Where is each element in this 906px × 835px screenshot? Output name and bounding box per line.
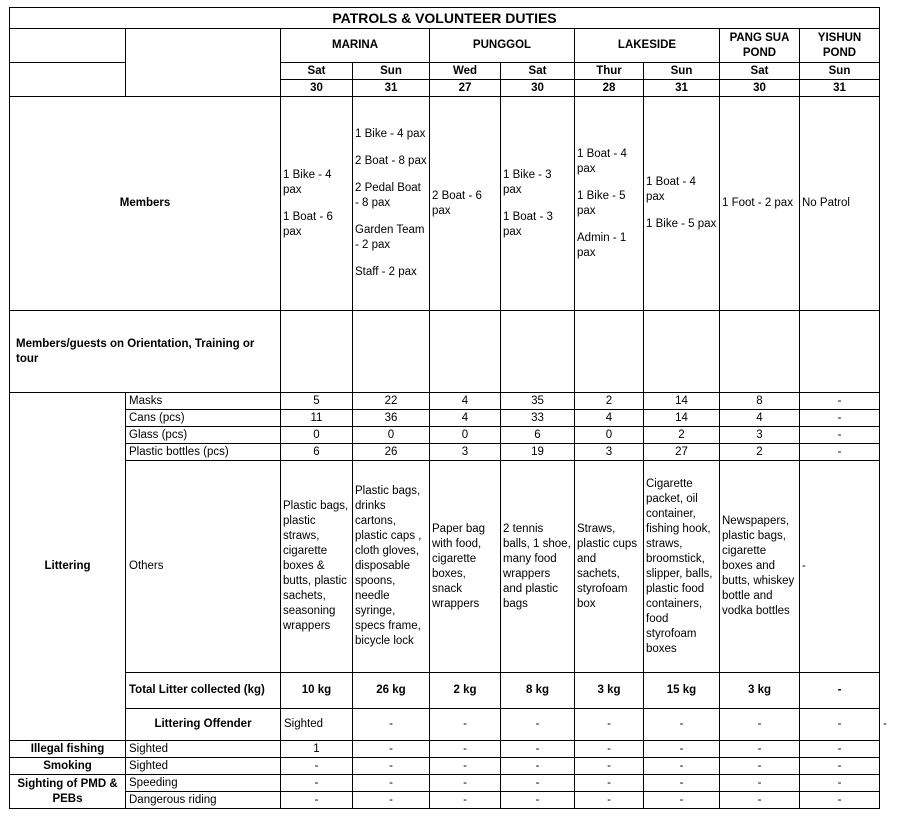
- speeding-label: Speeding: [126, 775, 281, 792]
- date-cell: 31: [644, 80, 720, 97]
- value-cell: 26: [353, 444, 430, 461]
- value-cell: 4: [575, 410, 644, 427]
- value-cell: -: [720, 758, 800, 775]
- member-entry: 1 Foot - 2 pax: [722, 197, 793, 209]
- total-cell: 3 kg: [575, 673, 644, 709]
- members-cell: [501, 97, 575, 311]
- value-cell: 3: [575, 444, 644, 461]
- value-cell: 0: [575, 427, 644, 444]
- value-cell: 1: [281, 741, 353, 758]
- date-cell: 30: [501, 80, 575, 97]
- day-cell: Sun: [353, 63, 430, 80]
- value-cell: -: [501, 775, 575, 792]
- value-cell: -: [800, 775, 880, 792]
- value-cell: 33: [501, 410, 575, 427]
- date-cell: 31: [800, 80, 880, 97]
- value-cell: -: [575, 775, 644, 792]
- value-cell: -: [501, 758, 575, 775]
- value-cell: -: [800, 444, 880, 461]
- value-cell: -: [281, 758, 353, 775]
- member-entry: 1 Bike - 5 pax: [577, 189, 626, 217]
- value-cell: -: [720, 775, 800, 792]
- day-cell: Sun: [644, 63, 720, 80]
- value-cell: -: [430, 775, 501, 792]
- others-cell: -: [800, 461, 880, 673]
- day-cell: Sat: [720, 63, 800, 80]
- value-cell: 0: [281, 427, 353, 444]
- value-cell: -: [353, 792, 430, 809]
- value-cell: -: [281, 775, 353, 792]
- member-entry: 1 Bike - 4 pax: [355, 128, 426, 140]
- date-cell: 30: [281, 80, 353, 97]
- member-entry: 1 Boat - 3 pax: [503, 210, 553, 238]
- members-cell: [644, 97, 720, 311]
- value-cell: -: [430, 709, 501, 741]
- member-entry: 1 Bike - 5 pax: [646, 218, 717, 230]
- value-cell: 5: [281, 393, 353, 410]
- day-cell: Wed: [430, 63, 501, 80]
- smoking-label: Smoking: [10, 758, 126, 775]
- littering-item-label: Plastic bottles (pcs): [126, 444, 281, 461]
- total-cell: 3 kg: [720, 673, 800, 709]
- value-cell: 14: [644, 410, 720, 427]
- value-cell: 0: [430, 427, 501, 444]
- littering-item-label: Glass (pcs): [126, 427, 281, 444]
- value-cell: -: [800, 709, 880, 741]
- sighted-label: Sighted: [126, 741, 281, 758]
- value-cell: -: [353, 741, 430, 758]
- blank-header-1: [10, 29, 126, 63]
- value-cell: -: [800, 741, 880, 758]
- location-pang-sua: PANG SUA POND: [720, 29, 800, 63]
- orientation-cell: [644, 311, 720, 393]
- date-cell: 27: [430, 80, 501, 97]
- members-cell: [720, 97, 800, 311]
- others-cell: Plastic bags, plastic straws, cigarette boxes & butts, plastic sachets, seasoning wrappers: [281, 461, 353, 673]
- value-cell: -: [575, 741, 644, 758]
- member-entry: 1 Bike - 3 pax: [503, 168, 552, 196]
- total-cell: 10 kg: [281, 673, 353, 709]
- value-cell: 2: [644, 427, 720, 444]
- orientation-cell: [501, 311, 575, 393]
- others-cell: Newspapers, plastic bags, cigarette boxes and butts, whiskey bottle and vodka bottles: [720, 461, 800, 673]
- total-cell: 26 kg: [353, 673, 430, 709]
- table-title: PATROLS & VOLUNTEER DUTIES: [10, 8, 880, 29]
- date-cell: 28: [575, 80, 644, 97]
- value-cell: -: [501, 792, 575, 809]
- location-yishun: YISHUN POND: [800, 29, 880, 63]
- others-cell: Paper bag with food, cigarette boxes, snack wrappers: [430, 461, 501, 673]
- value-cell: 3: [720, 427, 800, 444]
- orientation-cell: [800, 311, 880, 393]
- orientation-cell: [353, 311, 430, 393]
- members-cell: [430, 97, 501, 311]
- value-cell: -: [353, 775, 430, 792]
- value-cell: -: [800, 427, 880, 444]
- location-lakeside: LAKESIDE: [575, 29, 720, 63]
- member-entry: Staff - 2 pax: [355, 266, 417, 278]
- value-cell: -: [575, 758, 644, 775]
- value-cell: 3: [430, 444, 501, 461]
- value-cell: 4: [720, 410, 800, 427]
- members-cell: [353, 97, 430, 311]
- member-entry: 1 Bike - 4 pax: [283, 168, 332, 196]
- value-cell: 35: [501, 393, 575, 410]
- value-cell: -: [353, 758, 430, 775]
- value-cell: -: [430, 741, 501, 758]
- value-cell: -: [644, 775, 720, 792]
- total-cell: 2 kg: [430, 673, 501, 709]
- patrols-report: [9, 7, 887, 809]
- value-cell: 22: [353, 393, 430, 410]
- value-cell: -: [501, 741, 575, 758]
- member-entry: 1 Boat - 4 pax: [577, 147, 627, 175]
- sighted-label: Sighted: [281, 709, 353, 741]
- value-cell: 4: [430, 393, 501, 410]
- value-cell: -: [720, 792, 800, 809]
- value-cell: 19: [501, 444, 575, 461]
- value-cell: 2: [720, 444, 800, 461]
- value-cell: -: [720, 709, 800, 741]
- value-cell: -: [575, 709, 644, 741]
- value-cell: -: [501, 709, 575, 741]
- member-entry: 1 Boat - 4 pax: [646, 176, 696, 203]
- total-cell: 15 kg: [644, 673, 720, 709]
- value-cell: 27: [644, 444, 720, 461]
- value-cell: 0: [353, 427, 430, 444]
- total-cell: -: [800, 673, 880, 709]
- sighted-label: Sighted: [126, 758, 281, 775]
- member-entry: 2 Boat - 6 pax: [432, 189, 482, 217]
- illegal-fishing-label: Illegal fishing: [10, 741, 126, 758]
- orientation-cell: [575, 311, 644, 393]
- others-cell: Straws, plastic cups and sachets, styrofoam box: [575, 461, 644, 673]
- value-cell: 4: [430, 410, 501, 427]
- dangerous-riding-label: Dangerous riding: [126, 792, 281, 809]
- littering-others-label: Others: [126, 461, 281, 673]
- value-cell: 36: [353, 410, 430, 427]
- total-litter-label: Total Litter collected (kg): [126, 673, 281, 709]
- member-entry: 2 Pedal Boat - 8 pax: [355, 182, 421, 209]
- date-cell: 30: [720, 80, 800, 97]
- littering-label: Littering: [10, 393, 126, 741]
- blank-header-2: [126, 29, 281, 97]
- others-cell: 2 tennis balls, 1 shoe, many food wrappers and plastic bags: [501, 461, 575, 673]
- value-cell: 6: [501, 427, 575, 444]
- member-entry: Garden Team - 2 pax: [355, 224, 425, 251]
- orientation-cell: [281, 311, 353, 393]
- blank-header-3: [10, 63, 126, 97]
- value-cell: -: [644, 741, 720, 758]
- value-cell: -: [800, 410, 880, 427]
- value-cell: 6: [281, 444, 353, 461]
- value-cell: 11: [281, 410, 353, 427]
- value-cell: -: [800, 393, 880, 410]
- members-cell: [575, 97, 644, 311]
- value-cell: -: [800, 792, 880, 809]
- value-cell: 2: [575, 393, 644, 410]
- value-cell: 8: [720, 393, 800, 410]
- day-cell: Sat: [501, 63, 575, 80]
- littering-item-label: Masks: [126, 393, 281, 410]
- day-cell: Thur: [575, 63, 644, 80]
- member-entry: No Patrol: [802, 197, 850, 209]
- pmd-label: Sighting of PMD & PEBs: [10, 775, 126, 809]
- member-entry: 2 Boat - 8 pax: [355, 155, 427, 167]
- day-cell: Sat: [281, 63, 353, 80]
- value-cell: -: [353, 709, 430, 741]
- value-cell: 14: [644, 393, 720, 410]
- location-punggol: PUNGGOL: [430, 29, 575, 63]
- location-marina: MARINA: [281, 29, 430, 63]
- value-cell: -: [644, 792, 720, 809]
- value-cell: -: [644, 709, 720, 741]
- value-cell: -: [281, 792, 353, 809]
- date-cell: 31: [353, 80, 430, 97]
- value-cell: -: [720, 741, 800, 758]
- littering-item-label: Cans (pcs): [126, 410, 281, 427]
- member-entry: Admin - 1 pax: [577, 231, 627, 259]
- patrols-table: PATROLS & VOLUNTEER DUTIES MARINA PUNGGOL LAKESIDE PANG SUA POND YISHUN POND Sat Sun Wed Sat Thur Sun Sat Sun 30 31 27 30 28 31 30 31 Members 1 Bike - 4 pax 1 Boat - 6 pax 1 Bike - 4 pax 2 Boat - 8 pax 2 Pedal Boat - 8 pax Garden Team - 2 pax Staff - 2 pax 2 Boat - 6 pax 1 Bike - 3 pax 1 Boat - 3 pax 1 Boat - 4 pax 1 Bike - 5 pax Admin - 1 pax 1 Boat - 4 pax 1 Bike - 5 pax 1 Foot - 2 pax No Patrol Members/guests on Orientation, Training or tour Littering Masks 5 22 4 35 2 14 8 - Cans (pcs) 11 36 4 33 4 14 4 - Glass (pcs) 0 0 0 6 0 2 3 - Plastic bottles (pcs) 6 26 3 19 3 27 2 - Others Plastic bags, plastic straws, cigarette boxes & butts, plastic sachets, seasoning wrappers Plastic bags, drinks cartons, plastic caps , cloth gloves, disposable spoons, needle syringe, specs frame, bicycle lock Paper bag with food, cigarette boxes, snack wrappers 2 tennis balls, 1 shoe, many food wrappers and plastic bags Straws, plastic cups and sachets, styrofoam box Cigarette packet, oil container, fishing hook, straws, broomstick, slipper, balls, plastic food containers, food styrofoam boxes Newspapers, plastic bags, cigarette boxes and butts, whiskey bottle and vodka bottles - Total Litter collected (kg) 10 kg 26 kg 2 kg 8 kg 3 kg 15 kg 3 kg - Littering Offender Sighted - - - - - - - - Illegal fishing Sighted 1 - - - - - - - Smoking Sighted - - - - - - - - Sighting of PMD & PEBs Speeding - - - - - - - - Dangerous riding - - - - - - - -: [9, 7, 880, 809]
- value-cell: -: [644, 758, 720, 775]
- value-cell: -: [800, 758, 880, 775]
- value-cell: -: [575, 792, 644, 809]
- orientation-label: Members/guests on Orientation, Training or tour: [10, 311, 281, 393]
- orientation-cell: [720, 311, 800, 393]
- value-cell: -: [430, 758, 501, 775]
- day-cell: Sun: [800, 63, 880, 80]
- littering-offender-label: Littering Offender: [126, 709, 281, 741]
- members-label: Members: [10, 97, 281, 311]
- member-entry: 1 Boat - 6 pax: [283, 210, 333, 238]
- orientation-cell: [430, 311, 501, 393]
- members-cell: [281, 97, 353, 311]
- members-cell: [800, 97, 880, 311]
- value-cell: -: [430, 792, 501, 809]
- others-cell: Plastic bags, drinks cartons, plastic caps , cloth gloves, disposable spoons, needle syringe, specs frame, bicycle lock: [353, 461, 430, 673]
- others-cell: Cigarette packet, oil container, fishing hook, straws, broomstick, slipper, balls, plastic food containers, food styrofoam boxes: [644, 461, 720, 673]
- total-cell: 8 kg: [501, 673, 575, 709]
